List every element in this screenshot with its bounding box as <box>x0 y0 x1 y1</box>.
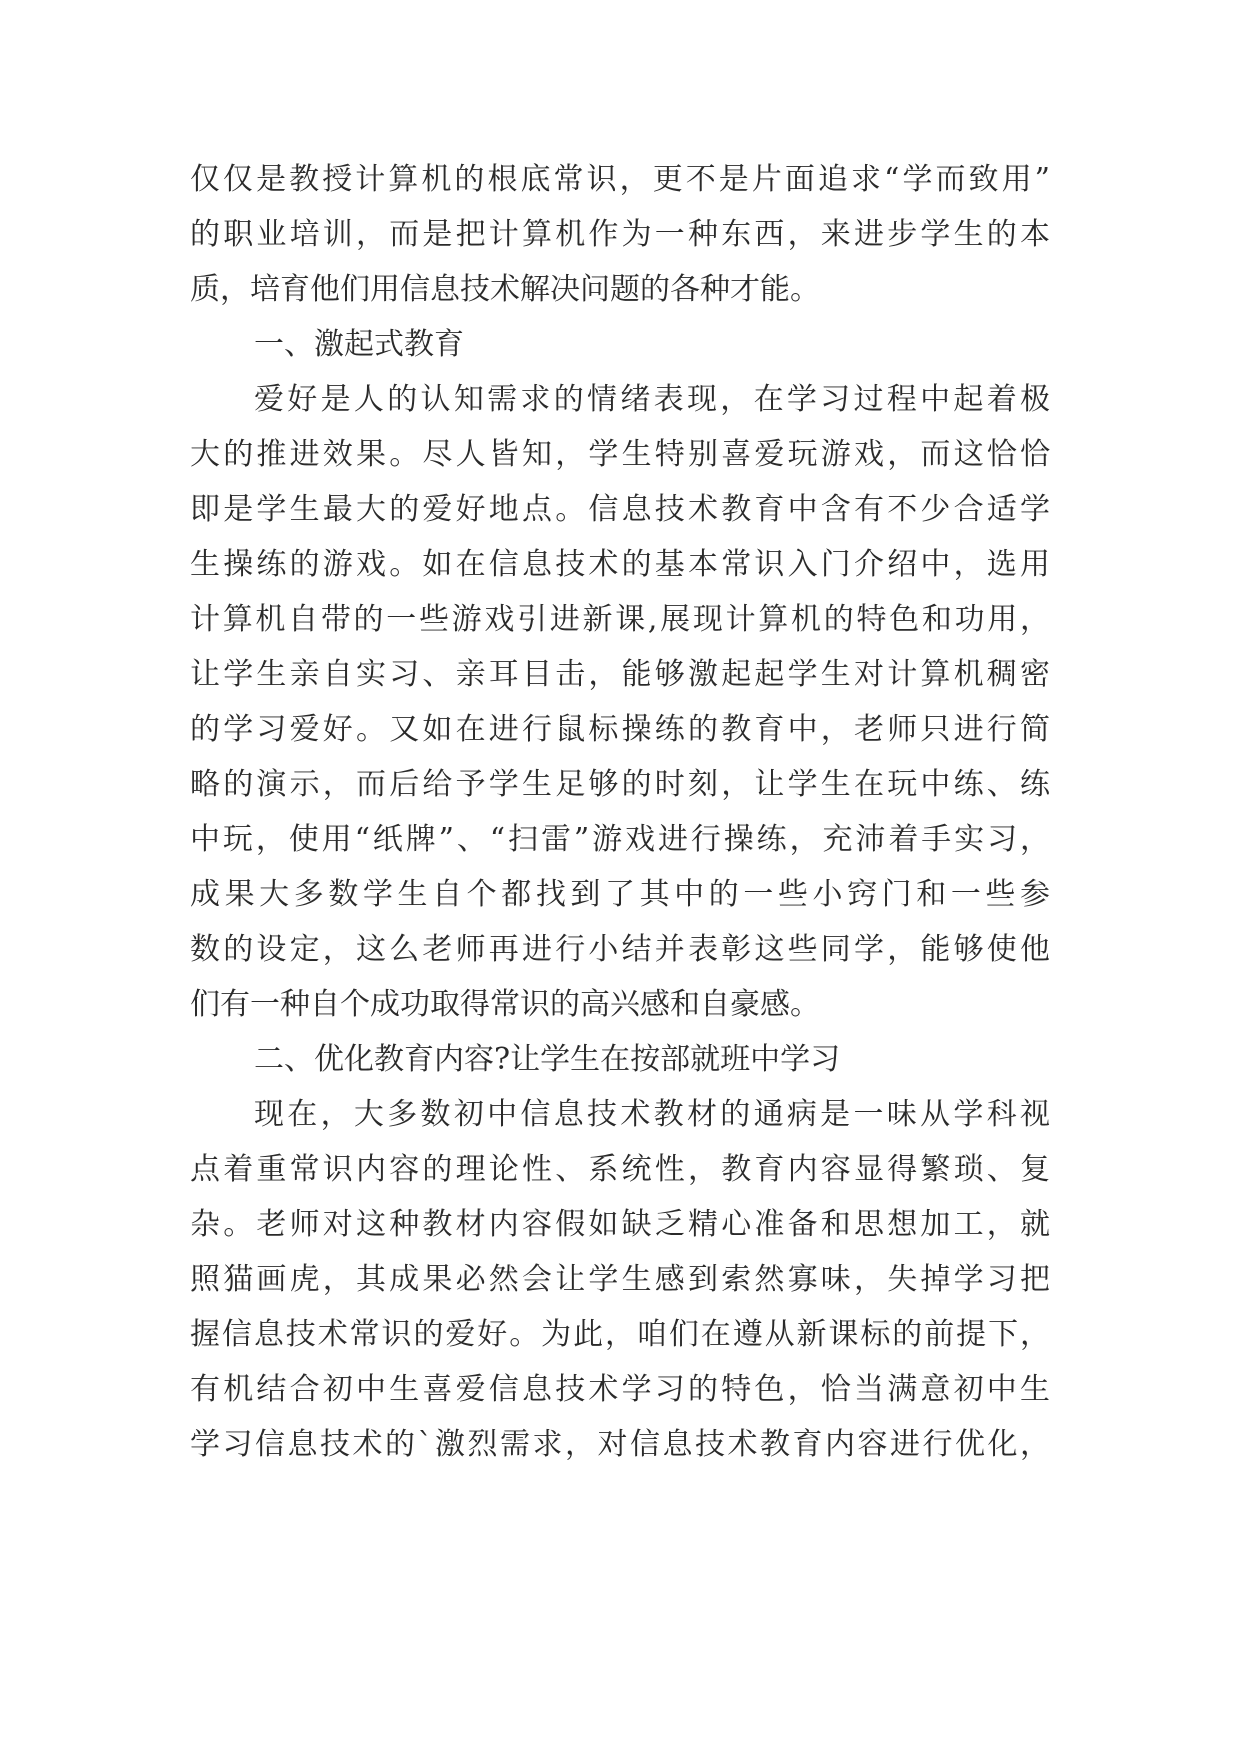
text-line: 成果大多数学生自个都找到了其中的一些小窍门和一些参 <box>190 877 1050 912</box>
section-heading: 一、激起式教育 <box>254 327 464 362</box>
text-line: 让学生亲自实习、亲耳目击，能够激起起学生对计算机稠密 <box>190 657 1050 692</box>
text-line: 质，培育他们用信息技术解决问题的各种才能。 <box>190 272 820 307</box>
text-line: 有机结合初中生喜爱信息技术学习的特色，恰当满意初中生 <box>190 1372 1050 1407</box>
text-line: 的学习爱好。又如在进行鼠标操练的教育中，老师只进行简 <box>190 712 1050 747</box>
text-line: 计算机自带的一些游戏引进新课,展现计算机的特色和功用， <box>190 602 1050 637</box>
text-line: 们有一种自个成功取得常识的高兴感和自豪感。 <box>190 987 820 1022</box>
text-line: 爱好是人的认知需求的情绪表现，在学习过程中起着极 <box>254 382 1050 417</box>
text-line: 握信息技术常识的爱好。为此，咱们在遵从新课标的前提下， <box>190 1317 1050 1352</box>
text-line: 点着重常识内容的理论性、系统性，教育内容显得繁琐、复 <box>190 1152 1050 1187</box>
text-line: 数的设定，这么老师再进行小结并表彰这些同学，能够使他 <box>190 932 1050 967</box>
text-line: 中玩，使用“纸牌”、“扫雷”游戏进行操练，充沛着手实习， <box>190 822 1050 857</box>
text-line: 杂。老师对这种教材内容假如缺乏精心准备和思想加工，就 <box>190 1207 1050 1242</box>
text-line: 略的演示，而后给予学生足够的时刻，让学生在玩中练、练 <box>190 767 1050 802</box>
text-line: 学习信息技术的`激烈需求，对信息技术教育内容进行优化， <box>190 1427 1050 1462</box>
document-body <box>190 152 1050 1472</box>
text-line: 照猫画虎，其成果必然会让学生感到索然寡味，失掉学习把 <box>190 1262 1050 1297</box>
text-line: 大的推进效果。尽人皆知，学生特别喜爱玩游戏，而这恰恰 <box>190 437 1050 472</box>
text-line: 仅仅是教授计算机的根底常识，更不是片面追求“学而致用” <box>190 162 1050 197</box>
text-line: 生操练的游戏。如在信息技术的基本常识入门介绍中，选用 <box>190 547 1050 582</box>
text-line: 现在，大多数初中信息技术教材的通病是一味从学科视 <box>254 1097 1050 1132</box>
text-line: 即是学生最大的爱好地点。信息技术教育中含有不少合适学 <box>190 492 1050 527</box>
section-heading: 二、优化教育内容?让学生在按部就班中学习 <box>254 1042 841 1077</box>
text-line: 的职业培训，而是把计算机作为一种东西，来进步学生的本 <box>190 217 1050 252</box>
